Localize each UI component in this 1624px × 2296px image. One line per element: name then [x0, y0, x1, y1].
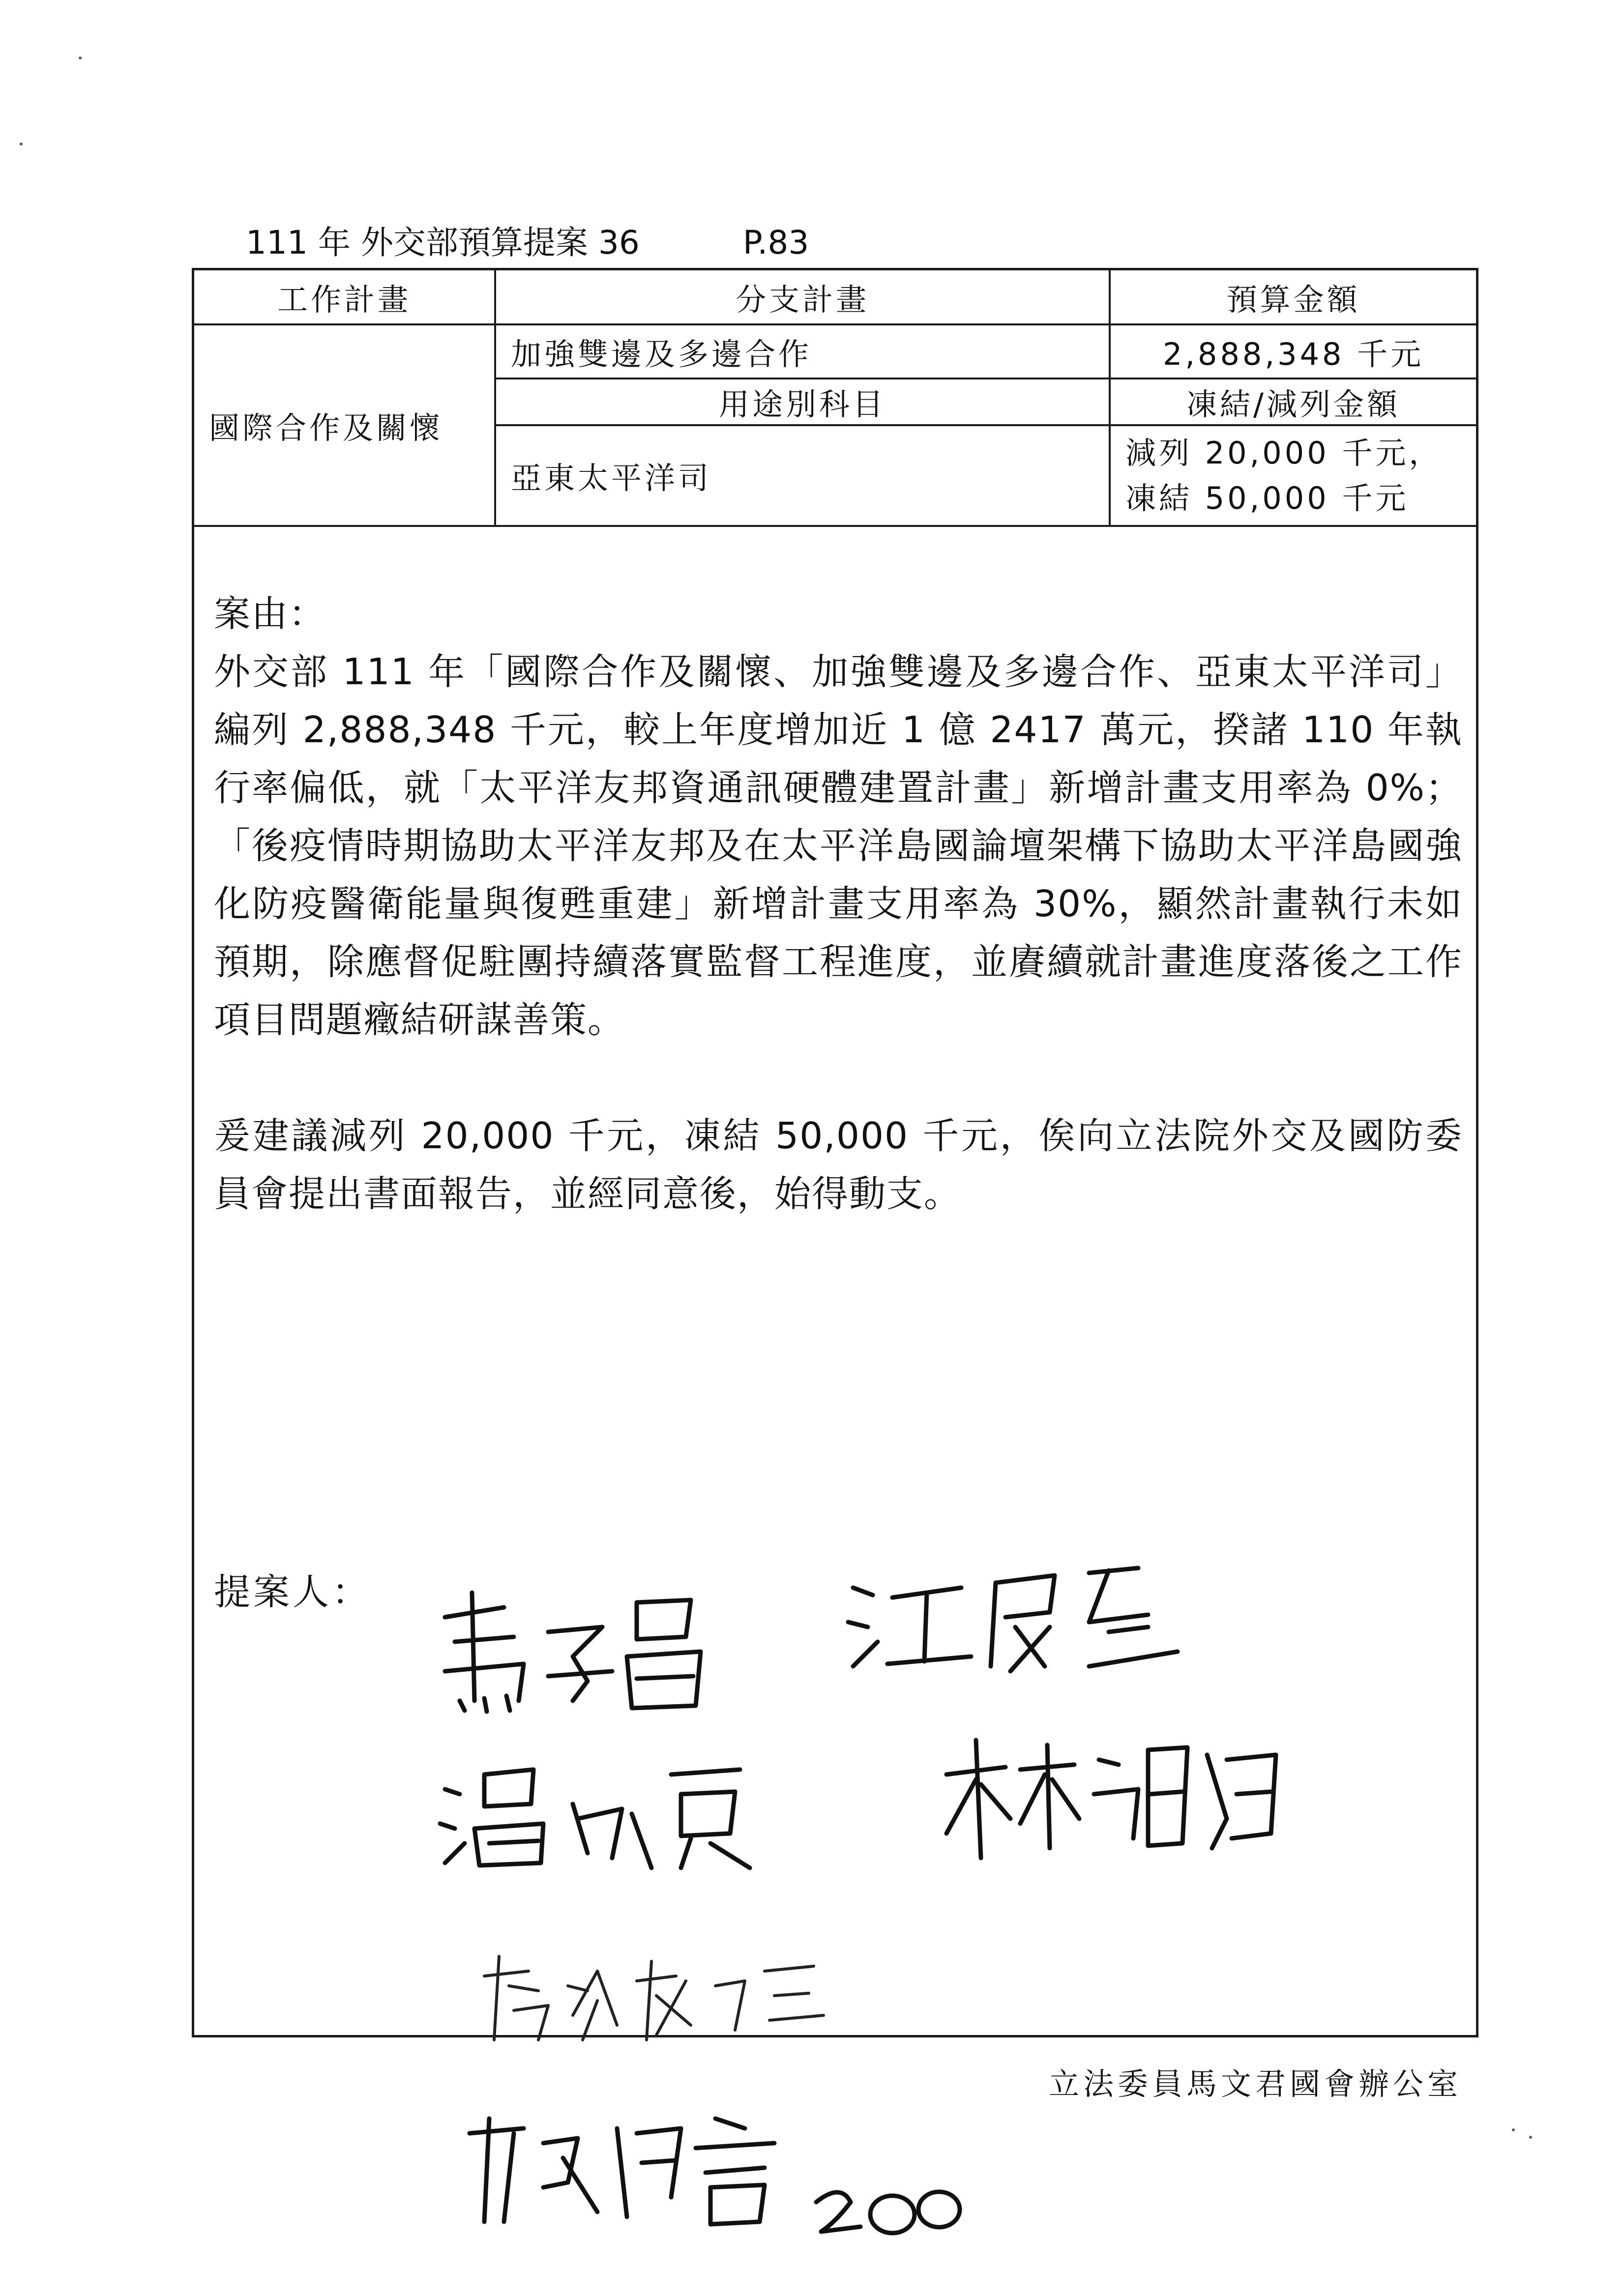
- freeze-amount-cell: [1110, 425, 1476, 526]
- page-header: [246, 216, 809, 263]
- freeze-header-cell: 凍結/減列金額: [1110, 378, 1476, 425]
- proposal-title: 111 年 外交部預算提案 36: [246, 224, 640, 262]
- proposal-text: 爰建議減列 20,000 千元，凍結 50,000 千元，俟向立法院外交及國防委員會提出書面報告，並經同意後，始得動支。: [214, 1115, 1463, 1215]
- header-branch-plan: 分支計畫: [495, 270, 1110, 324]
- scan-speck: [79, 57, 82, 59]
- office-name: 立法委員馬文君國會辦公室: [1048, 2066, 1462, 2102]
- reason-body: 外交部 111 年「國際合作及關懷、加強雙邊及多邊合作、亞東太平洋司」編列 2,888,348 千元，較上年度增加近 1 億 2417 萬元，揆諸 110 年執行率偏低，就「太平洋友邦資通訊硬體建置計畫」新增計畫支用率為 0%；「後疫情時期協助太平洋友邦及在太平洋島國論壇架構下協助太平洋島國強化防疫醫衛能量與復甦重建」新增計畫支用率為 30%，顯然計畫執行未如預期，除應督促駐團持續落實監督工程進度，並賡續就計畫進度落後之工作項目問題癥結研謀善策。: [214, 651, 1463, 1041]
- signature-2: [833, 1553, 1217, 1681]
- budget-table: [194, 270, 1476, 527]
- table-header-row: [194, 270, 1476, 324]
- signature-3: [425, 1745, 769, 1878]
- header-budget-amount: 預算金額: [1110, 270, 1476, 324]
- branch-plan-cell: 加強雙邊及多邊合作: [495, 324, 1110, 378]
- signature-1: [425, 1578, 730, 1720]
- signature-5: [470, 1942, 843, 2055]
- scan-speck: [20, 143, 23, 145]
- usage-header-cell: 用途別科目: [495, 378, 1110, 425]
- reason-section: [214, 585, 1463, 1223]
- header-work-plan: 工作計畫: [194, 270, 495, 324]
- scan-speck: [1512, 2128, 1515, 2131]
- signature-4: [932, 1720, 1305, 1868]
- freeze-amount: 凍結 50,000 千元: [1125, 480, 1409, 516]
- proposal-form: [192, 268, 1478, 2037]
- work-plan-cell: 國際合作及關懷: [194, 324, 495, 526]
- usage-item-cell: 亞東太平洋司: [495, 425, 1110, 526]
- budget-amount-cell: 2,888,348 千元: [1110, 324, 1476, 378]
- signature-6: [450, 2099, 804, 2232]
- scan-speck: [1529, 2136, 1532, 2139]
- page-number: P.83: [742, 224, 809, 262]
- proposer-label: 提案人：: [214, 1571, 371, 1613]
- reason-title: 案由：: [214, 593, 326, 635]
- reduce-amount: 減列 20,000 千元，: [1125, 435, 1443, 471]
- table-row: [194, 324, 1476, 378]
- handwritten-page-number: [806, 2182, 964, 2243]
